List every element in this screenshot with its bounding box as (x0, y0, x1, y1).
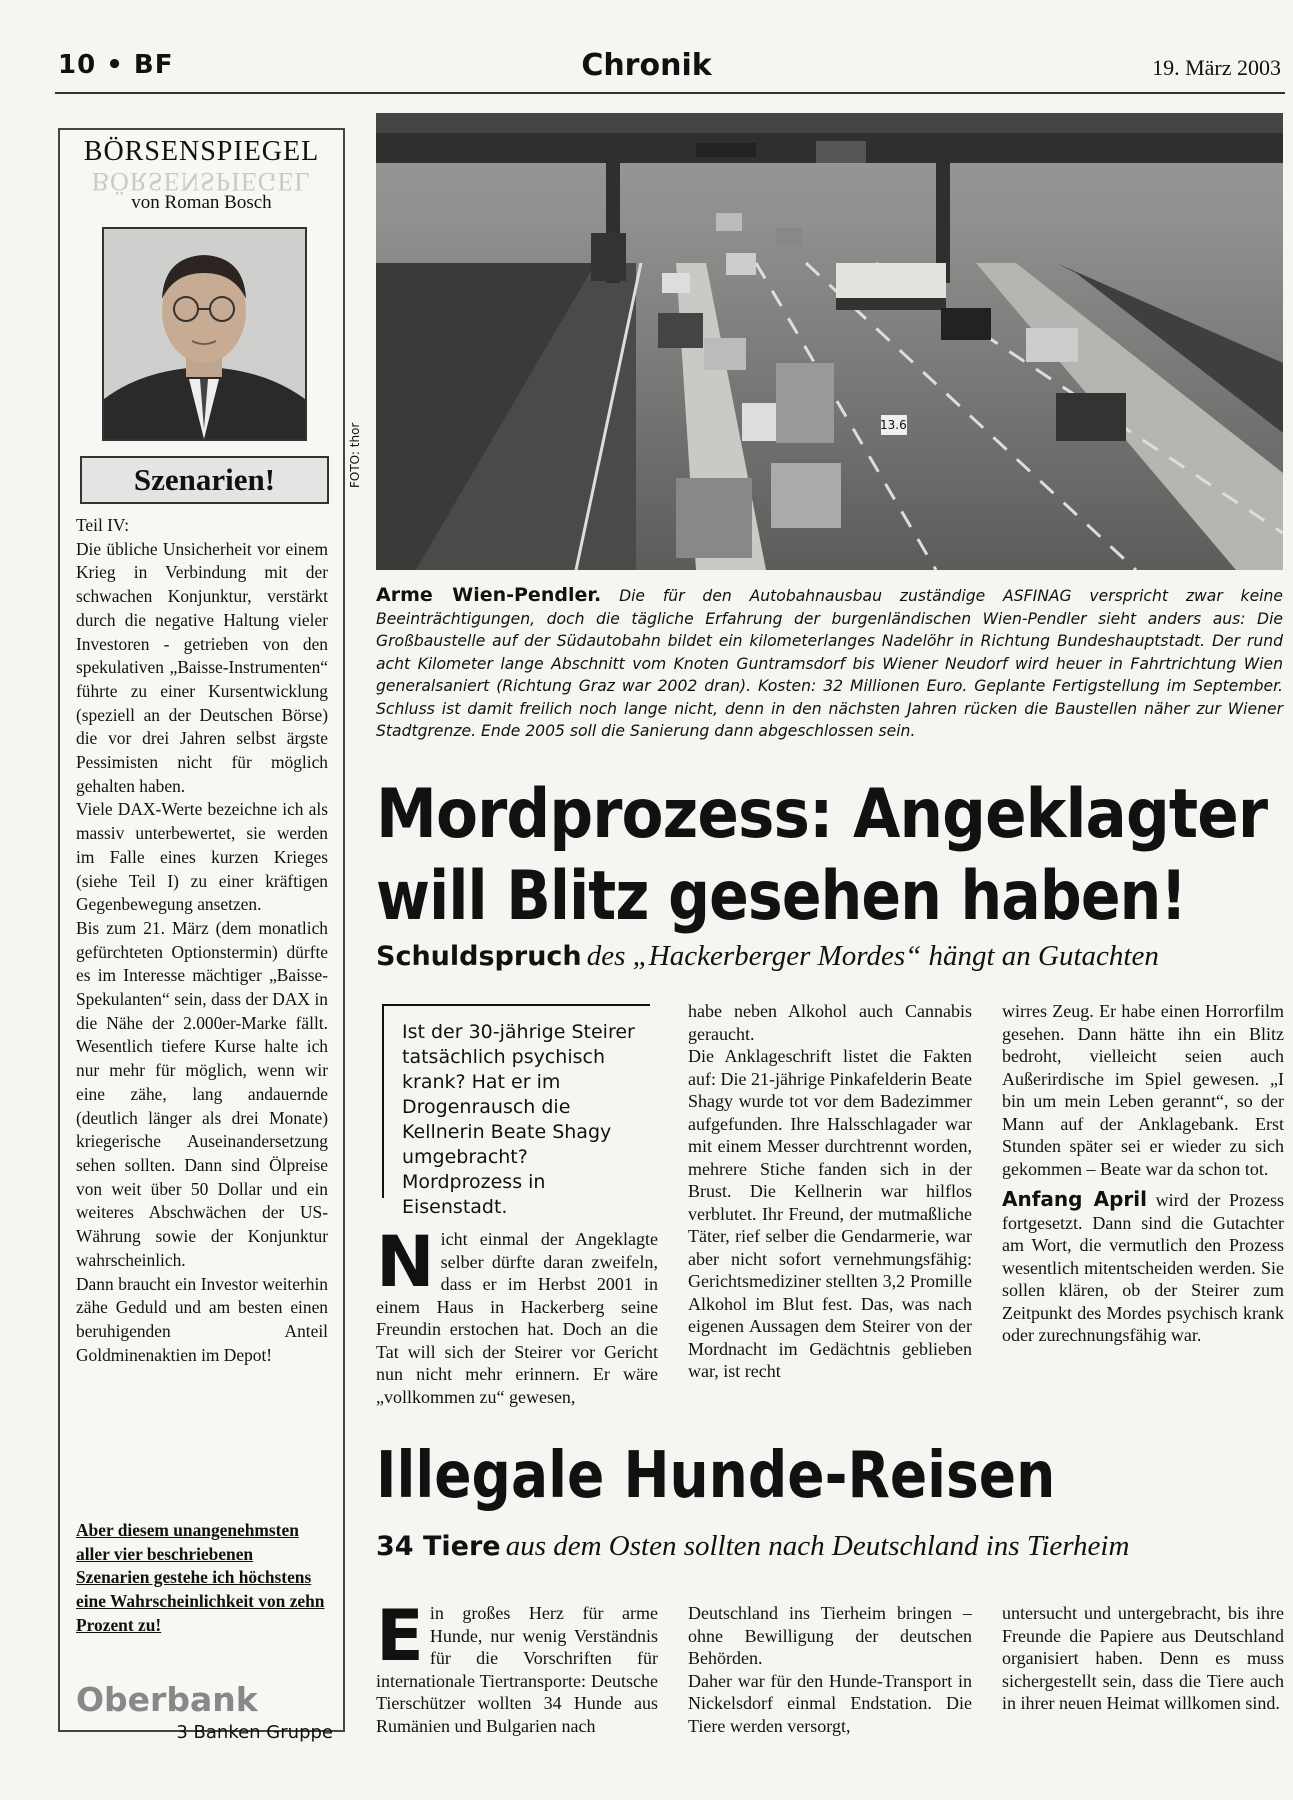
sidebar-body (76, 514, 328, 1367)
sidebar-part: Teil IV: (76, 515, 130, 535)
paragraph-lead: Anfang April (1002, 1187, 1147, 1211)
caption-lead: Arme Wien-Pendler. (376, 584, 602, 606)
motorway-illustration (376, 113, 1283, 570)
article2-column-2 (688, 1602, 972, 1737)
sidebar-box-title: Szenarien! (80, 456, 329, 504)
article-text: icht einmal der Angeklagte selber dürfte daran zweifeln, dass er im Herbst 2001 in einem Haus in Hackerberg seine Freundin erstochen hat. Doch an die Tat will sich der Steirer vor Gericht nun nicht mehr erinnern. Er wäre „vollkommen zu“ gewesen, (376, 1229, 658, 1407)
subheadline-hunde (376, 1530, 1286, 1563)
article-text: wird der Prozess fortgesetzt. Dann sind die Gutachter am Wort, die vermutlich den Prozess wesentlich mitentscheiden werden. Sie sollen klären, ob der Steirer zum Zeitpunkt des Mordes psychisch krank oder zurechnungsfähig war. (1002, 1190, 1284, 1345)
headline-mordprozess-line1: Mordprozess: Angeklagter (376, 775, 1268, 854)
article-paragraph: untersucht und untergebracht, bis ihre Freunde die Papiere aus Deutschland organisiert haben. Denn es muss sichergestellt sein, dass die Tiere auch in ihrer neuen Heimat willkomen sind. (1002, 1603, 1284, 1713)
section-title: Chronik (581, 48, 712, 83)
header-rule (55, 92, 1285, 94)
article-paragraph: wirres Zeug. Er habe einen Horrorfilm gesehen. Dann hätte ihn ein Blitz bedroht, vielleicht seien auch Außerirdische im Spiel gewesen. „I bin um mein Leben gerannt“, so der Mann auf der Anklagebank. Erst Stunden später sei er wieder zu sich gekommen – Beate war da schon tot. (1002, 1001, 1284, 1179)
boersenspiegel-sidebar (58, 128, 345, 1743)
sidebar-title: BÖRSENSPIEGEL (83, 136, 320, 167)
kilometer-sign: 13.6 (880, 418, 907, 432)
article1-column-2 (688, 1000, 972, 1383)
subheadline-kicker: 34 Tiere (376, 1531, 501, 1562)
oberbank-logo-sub: 3 Banken Gruppe (176, 1722, 333, 1743)
article-paragraph: Daher war für den Hunde-Transport in Nickelsdorf einmal Endstation. Die Tiere werden versorgt, (688, 1670, 972, 1736)
subheadline-kicker: Schuldspruch (376, 941, 582, 972)
author-portrait (102, 227, 307, 441)
headline-hunde-reisen: Illegale Hunde-Reisen (376, 1439, 1056, 1513)
article2-column-3 (1002, 1602, 1284, 1715)
caption-text: Die für den Autobahnausbau zuständige ASFINAG verspricht zwar keine Beeinträchtigungen, doch die tägliche Erfahrung der burgenländischen Wien-Pendler sieht anders aus: Die Großbaustelle auf der Südautobahn bildet ein kilometerlanges Nadelöhr in Richtung Bundeshauptstadt. Der rund acht Kilometer lange Abschnitt vom Knoten Guntramsdorf bis Wiener Neudorf wird heuer in Fahrtrichtung Wien generalsaniert (Richtung Graz war 2002 dran). Kosten: 32 Millionen Euro. Geplante Fertigstellung im September. Schluss ist damit freilich noch lange nicht, denn in den nächsten Jahren rücken die Baustellen näher zur Wiener Stadtgrenze. Ende 2005 soll die Sanierung dann abgeschlossen sein. (376, 587, 1283, 740)
photo-credit: FOTO: thor (348, 422, 362, 488)
oberbank-logo: Oberbank (76, 1680, 258, 1719)
article-paragraph: Die Anklageschrift listet die Fakten auf: Die 21-jährige Pinkafelderin Beate Shagy wurde tot vor dem Badezimmer aufgefunden. Ihre Halsschlagader war mit einem Messer durchtrennt worden, mehrere Stiche fanden sich in der Brust. Die Kellnerin war hilflos verblutet. Ihr Freund, der mutmaßliche Täter, rief selber die Gendarmerie, war aber nicht sofort vernehmungsfähig: Gerichtsmediziner stellten 3,2 Promille Alkohol im Blut fest. Das, was nach eigenen Aussagen dem Steirer von der Mordnacht im Gedächtnis geblieben war, ist recht (688, 1046, 972, 1381)
sidebar-paragraph: Dann braucht ein Investor weiterhin zähe Geduld und am besten einen beruhigenden Anteil Goldminenaktien im Depot! (76, 1273, 328, 1365)
article1-column-3 (1002, 1000, 1284, 1347)
page-number: 10 • BF (58, 50, 174, 80)
sidebar-paragraph: Bis zum 21. März (dem monatlich gefürchteten Optionstermin) dürfte es im Interesse mächtiger „Baisse-Spekulanten“ sein, dass der DAX in die Nähe der 2.000er-Marke fällt. Wesentlich tiefere Kurse halte ich nur mehr für möglich, wenn wir eine zähe, lang andauernde (deutlich länger als drei Monate) kriegerische Auseinandersetzung sehen sollten. Dann sind Ölpreise von weit über 50 Dollar und ein weiteres Abschwächen der US-Währung sowie der Konjunktur wahrscheinlich. (76, 917, 328, 1270)
headline-mordprozess-line2: will Blitz gesehen haben! (376, 857, 1187, 936)
sidebar-closing: Aber diesem unangenehmsten aller vier beschriebenen Szenarien gestehe ich höchstens eine Wahrscheinlichkeit von zehn Prozent zu! (76, 1520, 325, 1635)
drop-cap: E (376, 1595, 424, 1677)
article2-column-1 (376, 1595, 658, 1737)
drop-cap: N (376, 1221, 435, 1303)
subheadline-text: aus dem Osten sollten nach Deutschland ins Tierheim (505, 1530, 1130, 1562)
issue-date: 19. März 2003 (1152, 55, 1281, 80)
intro-box: Ist der 30-jährige Steirer tatsächlich psychisch krank? Hat er im Drogenrausch die Kellnerin Beate Shagy umgebracht? Mordprozess in Eisenstadt. (382, 1004, 650, 1198)
article-paragraph: habe neben Alkohol auch Cannabis geraucht. (688, 1001, 972, 1044)
article-paragraph: Deutschland ins Tierheim bringen – ohne Bewilligung der deutschen Behörden. (688, 1603, 972, 1668)
motorway-photo (376, 113, 1283, 570)
portrait-illustration (104, 229, 305, 439)
sidebar-title-mirror: BÖRSENSPIEGEL (91, 167, 312, 196)
sidebar-author: von Roman Bosch (131, 192, 272, 213)
photo-caption (376, 584, 1283, 743)
subheadline-mordprozess (376, 940, 1286, 973)
sidebar-paragraph: Viele DAX-Werte bezeichne ich als massiv unterbewertet, sie werden im Falle eines kurzen Krieges (siehe Teil I) zu einer kräftigen Gegenbewegung ansetzen. (76, 799, 328, 915)
sidebar-paragraph: Die übliche Unsicherheit vor einem Krieg in Verbindung mit der schwachen Konjunktur, verstärkt durch die negative Haltung vieler Investoren - getrieben von den spekulativen „Baisse-Instrumenten“ führte zu einer Kursentwicklung (speziell an der Deutschen Börse) die vor drei Jahren selbst ärgste Pessimisten nicht für möglich gehalten haben. (76, 538, 328, 796)
subheadline-text: des „Hackerberger Mordes“ hängt an Gutachten (586, 940, 1159, 972)
article-text: in großes Herz für arme Hunde, nur wenig Verständnis für die Vorschriften für internationale Tiertransporte: Deutsche Tierschützer wollten 34 Hunde aus Rumänien und Bulgarien nach (376, 1603, 658, 1736)
article1-column-1 (376, 1221, 658, 1408)
